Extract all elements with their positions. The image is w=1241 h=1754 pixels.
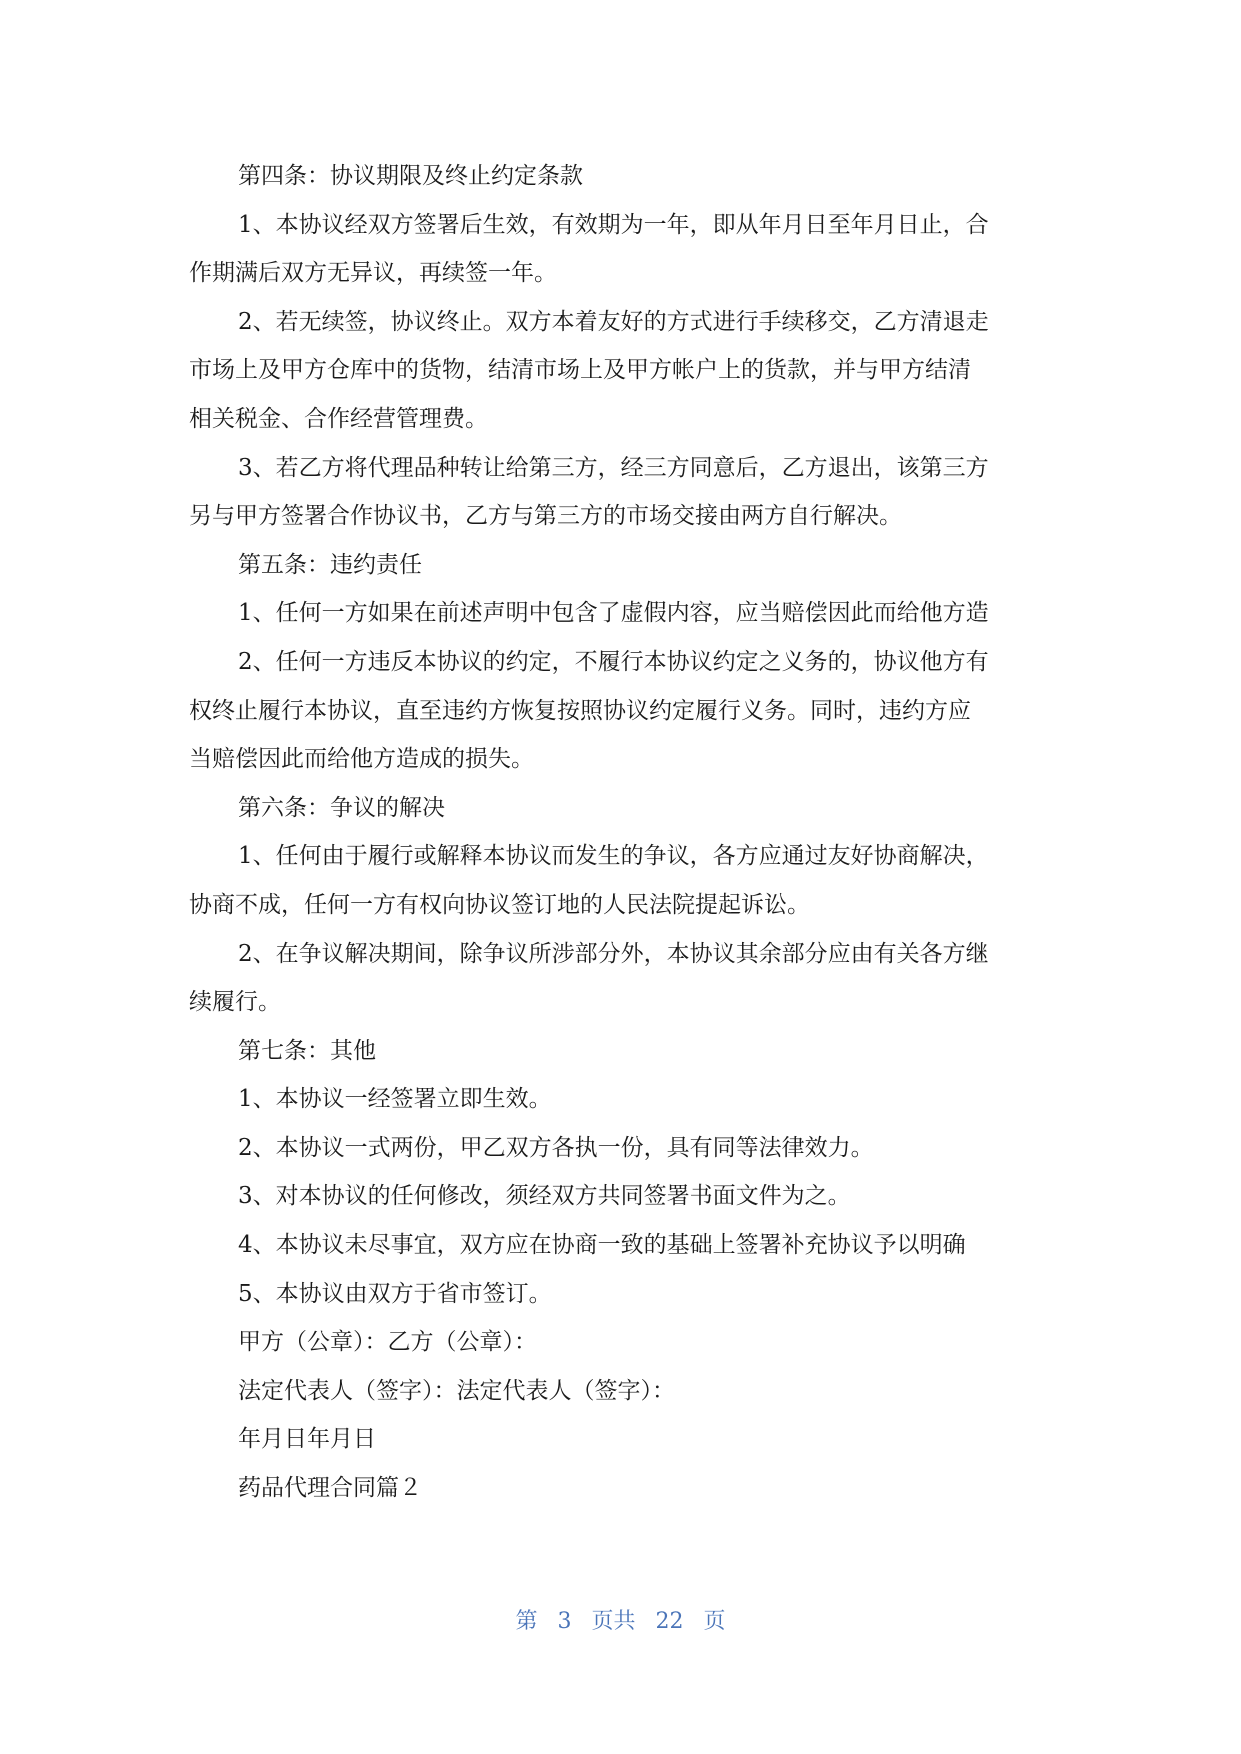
text-line: 市场上及甲方仓库中的货物，结清市场上及甲方帐户上的货款，并与甲方结清 (189, 357, 971, 384)
text-line: 权终止履行本协议，直至违约方恢复按照协议约定履行义务。同时，违约方应 (189, 697, 971, 724)
text-line: 另与甲方签署合作协议书，乙方与第三方的市场交接由两方自行解决。 (189, 503, 902, 530)
text-line: 1、本协议一经签署立即生效。 (238, 1086, 552, 1113)
text-line: 第六条：争议的解决 (238, 794, 445, 821)
text-line: 2、在争议解决期间，除争议所涉部分外，本协议其余部分应由有关各方继 (238, 940, 989, 967)
text-line: 2、任何一方违反本协议的约定，不履行本协议约定之义务的，协议他方有 (238, 648, 989, 675)
text-line: 第五条：违约责任 (238, 551, 422, 578)
text-line: 3、若乙方将代理品种转让给第三方，经三方同意后，乙方退出，该第三方 (238, 454, 989, 481)
text-line: 年月日年月日 (238, 1426, 376, 1453)
page-prefix: 第 (515, 1609, 538, 1634)
text-line: 第七条：其他 (238, 1037, 376, 1064)
text-line: 第四条：协议期限及终止约定条款 (238, 163, 583, 189)
text-line: 1、任何由于履行或解释本协议而发生的争议，各方应通过友好协商解决， (238, 843, 989, 870)
text-line: 协商不成，任何一方有权向协议签订地的人民法院提起诉讼。 (189, 891, 810, 918)
text-line: 当赔偿因此而给他方造成的损失。 (189, 746, 534, 773)
text-line: 4、本协议未尽事宜，双方应在协商一致的基础上签署补充协议予以明确 (238, 1232, 966, 1259)
page-footer (0, 1604, 1241, 1635)
page-suffix: 页 (703, 1609, 726, 1634)
text-line: 3、对本协议的任何修改，须经双方共同签署书面文件为之。 (238, 1183, 851, 1210)
current-page-number: 3 (557, 1609, 572, 1634)
text-line: 2、本协议一式两份，甲乙双方各执一份，具有同等法律效力。 (238, 1134, 874, 1161)
text-line: 药品代理合同篇２ (238, 1475, 422, 1502)
document-body (189, 152, 1051, 1513)
text-line: 甲方（公章）：乙方（公章）： (238, 1329, 537, 1356)
total-pages-number: 22 (655, 1609, 684, 1634)
text-line: 法定代表人（签字）：法定代表人（签字）： (238, 1377, 675, 1404)
text-line: 5、本协议由双方于省市签订。 (238, 1280, 552, 1307)
text-line: 相关税金、合作经营管理费。 (189, 405, 488, 432)
text-line: 1、任何一方如果在前述声明中包含了虚假内容，应当赔偿因此而给他方造 (238, 600, 989, 627)
text-line: 作期满后双方无异议，再续签一年。 (189, 260, 557, 287)
text-line: 1、本协议经双方签署后生效，有效期为一年，即从年月日至年月日止，合 (238, 211, 989, 238)
text-line: 2、若无续签，协议终止。双方本着友好的方式进行手续移交，乙方清退走 (238, 308, 989, 335)
page-middle: 页共 (591, 1609, 636, 1634)
text-line: 续履行。 (189, 989, 281, 1016)
